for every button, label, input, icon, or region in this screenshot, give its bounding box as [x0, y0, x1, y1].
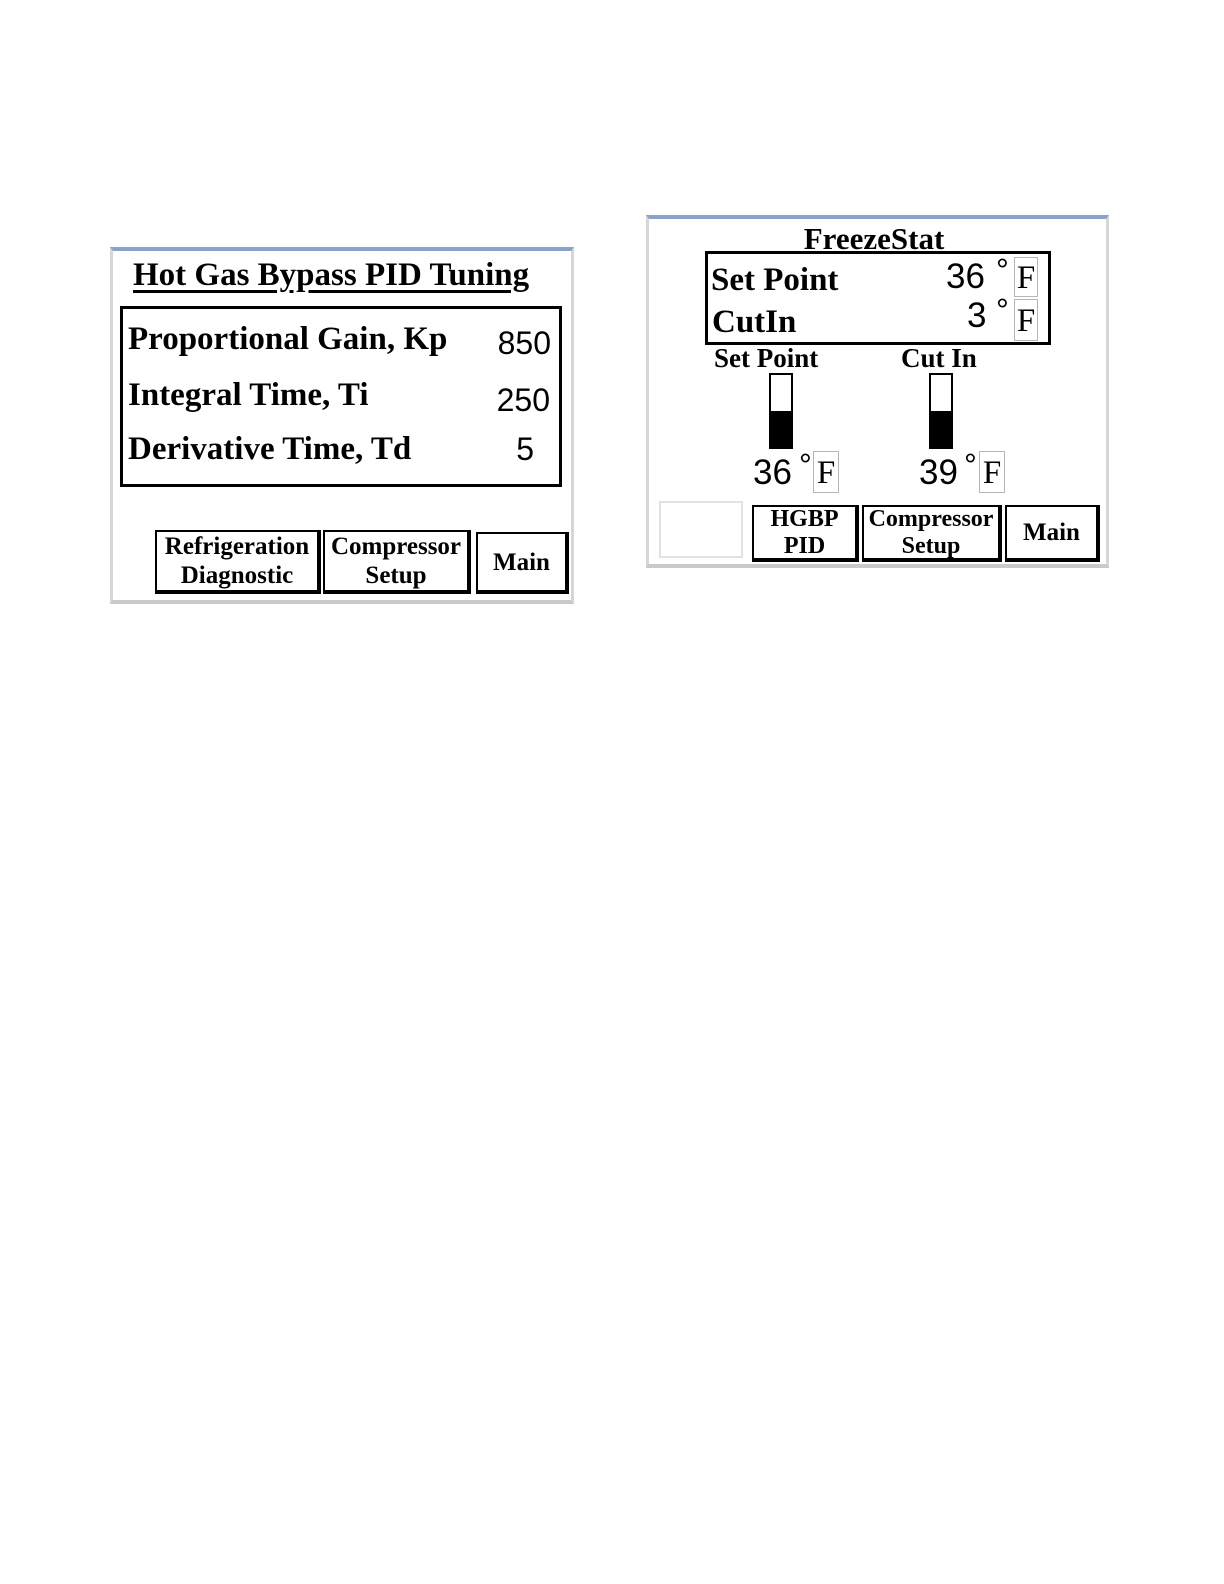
- pid-parameters-box: [120, 306, 562, 487]
- cutin-degree: °: [996, 292, 1009, 328]
- compressor-button-line2: Setup: [365, 562, 427, 589]
- setpoint-gauge-value: 36: [753, 453, 792, 492]
- setpoint-gauge-unit: F: [813, 451, 839, 493]
- setpoint-label: Set Point: [711, 262, 839, 298]
- cutin-gauge-degree: °: [964, 447, 977, 483]
- freezestat-panel: [646, 215, 1109, 568]
- setpoint-gauge-label: Set Point: [714, 343, 819, 373]
- hgbp-pid-button[interactable]: [752, 505, 859, 562]
- freezestat-compressor-setup-button[interactable]: [862, 505, 1002, 562]
- hgbp-button-line2: PID: [783, 532, 826, 559]
- kp-value[interactable]: 850: [497, 325, 551, 361]
- ti-value[interactable]: 250: [496, 382, 550, 418]
- kp-label: Proportional Gain, Kp: [128, 321, 448, 357]
- pid-panel-title: Hot Gas Bypass PID Tuning: [133, 257, 530, 293]
- freezestat-settings-box: [705, 251, 1051, 345]
- setpoint-gauge-degree: °: [799, 447, 812, 483]
- cutin-gauge-label: Cut In: [901, 343, 977, 373]
- cutin-unit: F: [1014, 299, 1038, 341]
- cutin-gauge-unit: F: [979, 451, 1005, 493]
- cutin-label: CutIn: [712, 304, 797, 340]
- freezestat-main-label: Main: [1023, 519, 1080, 546]
- cutin-value[interactable]: 3: [967, 296, 987, 335]
- compressor-button-line1: Compressor: [330, 533, 462, 560]
- compressor-setup-button[interactable]: [323, 530, 471, 594]
- setpoint-value[interactable]: 36: [946, 257, 985, 296]
- refrigeration-button-line1: Refrigeration: [164, 533, 310, 560]
- hot-gas-bypass-pid-panel: [110, 247, 574, 604]
- main-button-label: Main: [493, 548, 550, 576]
- cutin-gauge-value: 39: [919, 453, 958, 492]
- blank-slot: [659, 501, 743, 558]
- setpoint-degree: °: [996, 252, 1009, 288]
- freezestat-compressor-line2: Setup: [901, 532, 961, 559]
- cutin-gauge-fill: [931, 411, 951, 447]
- cutin-gauge-bar: [929, 373, 953, 449]
- setpoint-gauge-fill: [771, 411, 791, 447]
- hgbp-button-line1: HGBP: [770, 505, 839, 532]
- td-label: Derivative Time, Td: [128, 431, 412, 467]
- setpoint-gauge-bar: [769, 373, 793, 449]
- freezestat-title: FreezeStat: [803, 221, 945, 256]
- setpoint-unit: F: [1014, 257, 1038, 297]
- freezestat-main-button[interactable]: [1005, 505, 1100, 562]
- refrigeration-button-line2: Diagnostic: [180, 562, 294, 589]
- main-button[interactable]: [476, 532, 569, 594]
- td-value[interactable]: 5: [516, 431, 534, 467]
- refrigeration-diagnostic-button[interactable]: [155, 530, 321, 594]
- ti-label: Integral Time, Ti: [128, 377, 369, 413]
- freezestat-compressor-line1: Compressor: [868, 505, 994, 532]
